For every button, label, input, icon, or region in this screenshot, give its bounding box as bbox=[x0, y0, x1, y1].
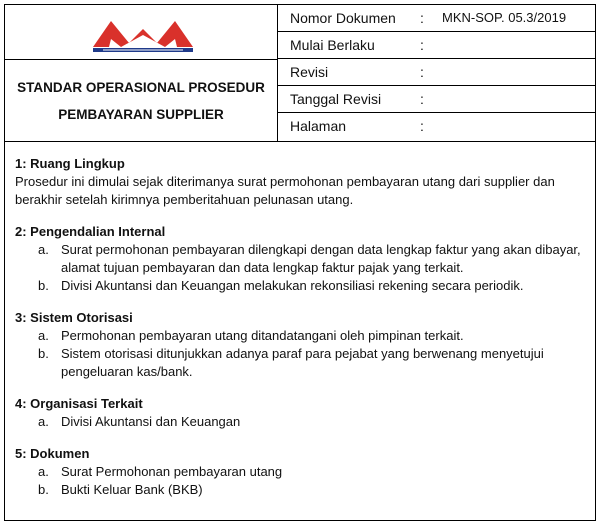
list-item bbox=[15, 345, 590, 381]
list-item bbox=[15, 481, 590, 499]
list-item bbox=[15, 463, 590, 481]
meta-colon: : bbox=[420, 91, 424, 107]
sop-document bbox=[4, 4, 596, 521]
section-list bbox=[15, 413, 590, 431]
section-ruang-lingkup bbox=[15, 155, 590, 209]
list-marker: a. bbox=[38, 328, 49, 343]
list-item bbox=[15, 327, 590, 345]
list-item bbox=[15, 277, 590, 295]
meta-label: Revisi bbox=[290, 64, 329, 80]
list-marker: a. bbox=[38, 414, 49, 429]
section-title: 4: Organisasi Terkait bbox=[15, 396, 143, 411]
list-item-text: Bukti Keluar Bank (BKB) bbox=[61, 482, 203, 497]
list-marker: b. bbox=[38, 346, 49, 361]
meta-label: Tanggal Revisi bbox=[290, 91, 382, 107]
section-dokumen bbox=[15, 445, 590, 499]
section-title: 1: Ruang Lingkup bbox=[15, 156, 125, 171]
list-item bbox=[15, 413, 590, 431]
section-title: 5: Dokumen bbox=[15, 446, 90, 461]
meta-row-mulai-berlaku bbox=[278, 32, 595, 59]
meta-row-revisi bbox=[278, 59, 595, 86]
list-marker: a. bbox=[38, 464, 49, 479]
section-list bbox=[15, 463, 590, 499]
section-sistem-otorisasi bbox=[15, 309, 590, 381]
list-marker: a. bbox=[38, 242, 49, 257]
list-marker: b. bbox=[38, 278, 49, 293]
meta-value: MKN-SOP. 05.3/2019 bbox=[442, 10, 567, 25]
sop-title-line2: PEMBAYARAN SUPPLIER bbox=[58, 106, 224, 122]
document-body bbox=[15, 155, 590, 513]
meta-row-tanggal-revisi bbox=[278, 86, 595, 113]
sop-title bbox=[5, 60, 277, 141]
meta-colon: : bbox=[420, 118, 424, 134]
meta-row-nomor-dokumen bbox=[278, 5, 595, 32]
section-list bbox=[15, 241, 590, 295]
list-marker: b. bbox=[38, 482, 49, 497]
section-paragraph: Prosedur ini dimulai sejak diterimanya surat permohonan pembayaran utang dari supplier dan berakhir setelah kirimnya pemberitahuan pelunasan utang. bbox=[15, 174, 555, 207]
section-title: 2: Pengendalian Internal bbox=[15, 224, 166, 239]
document-meta-table bbox=[278, 5, 595, 141]
meta-colon: : bbox=[420, 37, 424, 53]
section-list bbox=[15, 327, 590, 381]
meta-colon: : bbox=[420, 64, 424, 80]
logo-cell bbox=[5, 5, 277, 60]
meta-row-halaman bbox=[278, 113, 595, 141]
list-item-text: Divisi Akuntansi dan Keuangan melakukan rekonsiliasi rekening secara periodik. bbox=[61, 278, 524, 293]
meta-colon: : bbox=[420, 10, 424, 26]
list-item-text: Surat Permohonan pembayaran utang bbox=[61, 464, 283, 479]
meta-label: Nomor Dokumen bbox=[290, 10, 396, 26]
section-organisasi-terkait bbox=[15, 395, 590, 431]
list-item-text: Sistem otorisasi ditunjukkan adanya paraf para pejabat yang berwenang menyetujui pengeluaran kas/bank. bbox=[61, 346, 544, 379]
header-left-column bbox=[5, 5, 278, 141]
list-item-text: Surat permohonan pembayaran dilengkapi dengan data lengkap faktur yang akan dibayar, alamat tujuan pembayaran dan data lengkap faktur pajak yang terkait. bbox=[61, 242, 581, 275]
list-item-text: Permohonan pembayaran utang ditandatangani oleh pimpinan terkait. bbox=[61, 328, 464, 343]
section-pengendalian-internal bbox=[15, 223, 590, 295]
section-title: 3: Sistem Otorisasi bbox=[15, 310, 133, 325]
company-logo-icon bbox=[89, 15, 197, 55]
list-item bbox=[15, 241, 590, 277]
meta-label: Halaman bbox=[290, 118, 347, 134]
list-item-text: Divisi Akuntansi dan Keuangan bbox=[61, 414, 241, 429]
document-header bbox=[5, 5, 595, 142]
sop-title-line1: STANDAR OPERASIONAL PROSEDUR bbox=[17, 79, 265, 95]
meta-label: Mulai Berlaku bbox=[290, 37, 375, 53]
